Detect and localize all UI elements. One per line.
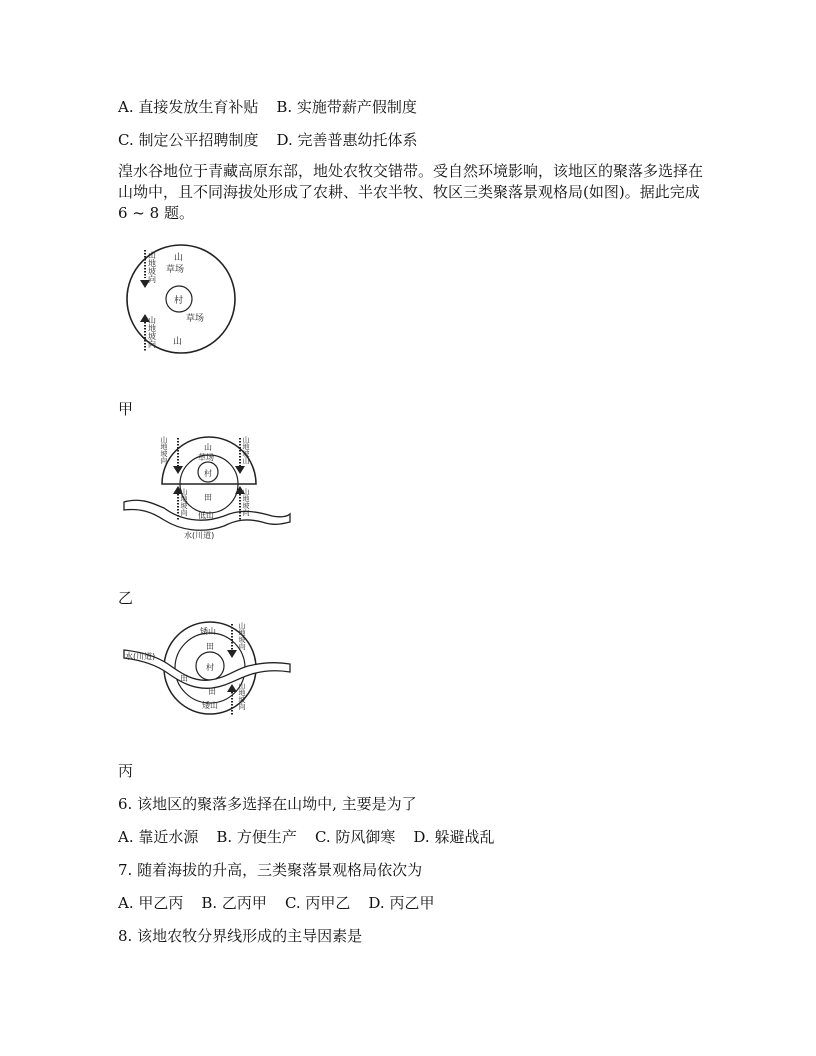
yi-mountain: 山 (204, 443, 212, 452)
caption-bing: 丙 (118, 762, 134, 780)
yi-slope-left-top: 山地坡向 (160, 436, 168, 464)
q7-option-a: A. 甲乙丙 (118, 894, 184, 912)
yi-slope-left-bottom: 山地坡向 (180, 488, 188, 516)
q6-option-a: A. 靠近水源 (118, 828, 199, 846)
q5-option-d: D. 完善普惠幼托体系 (276, 131, 418, 149)
q6-option-b: B. 方便生产 (216, 828, 297, 846)
jia-slope-top: 山地坡向 (147, 251, 157, 283)
q5-option-a: A. 直接发放生育补贴 (118, 98, 259, 116)
intro-paragraph: 湟水谷地位于青藏高原东部，地处农牧交错带。受自然环境影响，该地区的聚落多选择在山坳中，且不同海拔处形成了农耕、半农半牧、牧区三类聚落景观格局(如图)。据此完成 6 ~ 8 题。 (118, 162, 704, 222)
q6-option-c: C. 防风御寒 (314, 828, 396, 846)
q5-option-c: C. 制定公平招聘制度 (118, 131, 259, 149)
bing-village: 村 (206, 663, 214, 672)
q7-option-b: B. 乙丙甲 (201, 894, 267, 912)
q7-stem: 7. 随着海拔的升高，三类聚落景观格局依次为 (118, 861, 423, 879)
jia-grass-bottom: 草场 (186, 314, 205, 324)
yi-grass: 草场 (198, 453, 214, 462)
q7-option-c: C. 丙甲乙 (284, 894, 351, 912)
bing-field-top: 田 (206, 642, 214, 651)
bing-river: 水(川道) (125, 652, 156, 661)
bing-slope-top: 山地坡向 (238, 622, 246, 650)
jia-mountain-bottom: 山 (173, 337, 183, 347)
yi-village: 村 (204, 469, 212, 478)
yi-slope-right-bottom: 山地坡向 (242, 488, 250, 516)
yi-low-hill: 低山 (198, 511, 214, 520)
bing-low-hill-bottom: 矮山 (202, 701, 218, 710)
bing-field-bottom: 田 (208, 687, 216, 696)
caption-jia: 甲 (118, 400, 134, 418)
jia-mountain-top: 山 (174, 253, 184, 263)
yi-river: 水(川道) (184, 531, 215, 540)
jia-slope-bottom: 山地坡向 (147, 316, 157, 348)
figure-jia (118, 242, 243, 357)
q6-option-d: D. 躲避战乱 (413, 828, 495, 846)
q8-stem: 8. 该地农牧分界线形成的主导因素是 (118, 927, 363, 945)
bing-low-hill-top: 矮山 (200, 627, 216, 636)
q6-stem: 6. 该地区的聚落多选择在山坳中, 主要是为了 (118, 795, 417, 813)
q5-option-b: B. 实施带薪产假制度 (276, 98, 417, 116)
bing-field-left: 田 (180, 674, 188, 683)
bing-slope-bottom: 山地坡向 (238, 682, 246, 710)
q7-option-d: D. 丙乙甲 (368, 894, 435, 912)
figure-yi (122, 432, 292, 542)
q5-options-row1 (118, 96, 417, 117)
jia-village: 村 (174, 296, 184, 306)
q7-options (118, 892, 434, 913)
caption-yi: 乙 (118, 589, 134, 607)
yi-slope-right-top: 山地坡山 (242, 436, 250, 464)
figure-bing (122, 620, 292, 720)
yi-field: 田 (204, 493, 212, 502)
q5-options-row2 (118, 129, 418, 150)
q6-options (118, 826, 494, 847)
jia-grass-top: 草场 (166, 265, 185, 275)
